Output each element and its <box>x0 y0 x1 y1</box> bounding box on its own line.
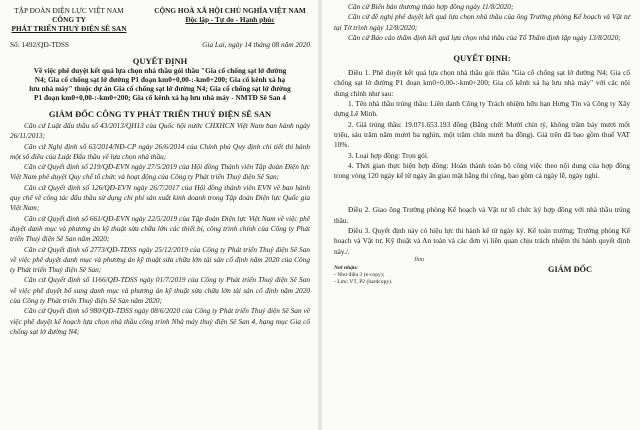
article-2: Điều 2. Giao ông Trưởng phòng Kế hoạch và Vật tư tổ chức ký hợp đồng với nhà thầu trúng thầu. <box>334 205 630 225</box>
subject-line: lưu nhà máy" thuộc dự án Gia cố chống sạt lở đường N4; Gia cố chống sạt lở đường <box>29 84 291 93</box>
nation-line-2: Độc lập - Tự do - Hạnh phúc <box>185 15 275 24</box>
document-title: QUYẾT ĐỊNH <box>132 56 188 66</box>
document-date: Gia Lai, ngày 14 tháng 08 năm 2020 <box>202 40 310 49</box>
decision-page-left <box>0 0 318 430</box>
legal-basis: Căn cứ Quyết định số 1166/QĐ-TDSS ngày 01/7/2019 của Công ty Phát triển Thuỷ điện Sê San về việc phê duyệt bổ sung danh mục và phương án kỹ thuật sửa chữa lớn tài sản cố định năm 2020 của Công ty Phát triển Thuỷ điện Sê San năm 2020; <box>10 275 310 306</box>
recipient-item: - Lưu: VT, P2 (hardcopy). <box>334 278 393 285</box>
org-line-3: PHÁT TRIỂN THUỶ ĐIỆN SÊ SAN <box>11 24 127 33</box>
signature-block <box>334 265 630 286</box>
subject-line: Về việc phê duyệt kết quả lựa chọn nhà thầu gói thầu "Gia cố chống sạt lở đường <box>33 66 287 75</box>
legal-basis: Căn cứ Biên bản thương thảo hợp đồng ngày 11/8/2020; <box>348 2 514 11</box>
legal-basis: Căn cứ Luật đấu thầu số 43/2013/QH13 của Quốc hội nước CHXHCN Việt Nam ban hành ngày 26/11/2013; <box>10 121 310 141</box>
recipient-item: - Như điều 3 (e-copy); <box>334 271 385 278</box>
decision-heading: QUYẾT ĐỊNH: <box>453 53 511 64</box>
document-header <box>10 6 310 33</box>
decision-page-right <box>322 0 640 430</box>
director-heading: GIÁM ĐỐC CÔNG TY PHÁT TRIỂN THUỶ ĐIỆN SÊ SAN <box>48 109 272 119</box>
org-line-1: TẬP ĐOÀN ĐIỆN LỰC VIỆT NAM <box>14 6 124 15</box>
document-number: Số: 1492/QĐ-TDSS <box>10 40 69 49</box>
legal-basis: Căn cứ Quyết định số 980/QĐ-TDSS ngày 08/6/2020 của Công ty Phát triển Thuỷ điện Sê San về việc phê duyệt kế hoạch lựa chọn nhà thầu công trình Nhà máy thuỷ điện Sê San 4, hạng mục Gia cố chống sạt lở đường N4; <box>10 306 310 336</box>
legal-basis: Căn cứ Quyết định số 219/QĐ-EVN ngày 27/5/2019 của Hội đồng Thành viên Tập đoàn Điện lực Việt Nam phê duyệt Quy chế tổ chức và hoạt động của Công ty Phát triển Thuỷ điện Sê San; <box>10 162 310 182</box>
document-subject <box>10 66 310 102</box>
org-line-2: CÔNG TY <box>52 15 86 24</box>
legal-basis: Căn cứ Quyết định số 126/QĐ-EVN ngày 26/7/2017 của Hội đồng thành viên EVN về ban hành quy chế về công tác đấu thầu sử dụng chi phí sản xuất kinh doanh trong Tập đoàn Điện lực Quốc gia Việt Nam; <box>10 182 310 213</box>
article-1-item: 3. Loại hợp đồng: Trọn gói. <box>348 150 429 160</box>
legal-basis: Căn cứ Quyết định số 2773/QĐ-TDSS ngày 25/12/2019 của Công ty Phát triển Thuỷ điện Sê San về việc phê duyệt danh mục và phương án kỹ thuật sửa chữa lớn tài sản cố định năm 2020 của Công ty Phát triển Thuỷ điện Sê San; <box>10 244 310 275</box>
legal-basis: Căn cứ Nghị định số 63/2014/NĐ-CP ngày 26/6/2014 của Chính phủ Quy định chi tiết thi hành một số điều của Luật Đấu thầu về lựa chọn nhà thầu; <box>10 141 310 161</box>
subject-line: P1 đoạn km0+0,00-:-km0+200; Gia cố kênh xả hạ lưu nhà máy - NMTĐ Sê San 4 <box>34 93 286 102</box>
recipients <box>334 265 392 286</box>
article-1-item: 2. Giá trúng thầu: 19.071.653.193 đồng (Bằng chữ: Mười chín tỷ, không trăm bảy mươi mốt triệu, sáu trăm năm mươi ba nghìn, một trăm chín mươi ba đồng). Giá trên đã bao gồm thuế VAT 10%. <box>334 119 630 150</box>
initials-signature: Jhm <box>414 256 425 263</box>
subject-line: N4; Gia cố chống sạt lở đường P1 đoạn km0+0,00-:-km0+200; Gia cố kênh xả hạ <box>34 75 286 84</box>
article-1: Điều 1. Phê duyệt kết quả lựa chọn nhà thầu gói thầu "Gia cố chống sạt lở đường N4; Gia cố chống sạt lở đường P1 đoạn km0+0,00-:-km0+200; Gia cố kênh xả hạ lưu nhà máy" với các nội dung chính như sau: <box>334 68 630 98</box>
article-1-item: 4. Thời gian thực hiện hợp đồng: Hoàn thành toàn bộ công việc theo nội dung của hợp đồng trong vòng 120 ngày kể từ ngày ấn giao mặt bằng thi công, bao gồm cả ngày lễ, ngày nghỉ. <box>334 160 630 181</box>
page-break-space <box>334 181 630 205</box>
recipients-title: Nơi nhận: <box>334 264 358 271</box>
legal-basis: Căn cứ Quyết định số 661/QĐ-EVN ngày 22/5/2019 của Tập đoàn Điện lực Việt Nam về việc phê duyệt danh mục và phương án kỹ thuật sửa chữa lớn các thiết bị, công trình chính của Công ty Phát triển Thuỷ điện Sê San năm 2020; <box>10 213 310 244</box>
issuing-organization <box>10 6 128 33</box>
director-signature-title: GIÁM ĐỐC <box>547 264 593 274</box>
nation-line-1: CỘNG HOÀ XÃ HỘI CHỦ NGHĨA VIỆT NAM <box>154 6 306 15</box>
legal-basis: Căn cứ đề nghị phê duyệt kết quả lựa chọn nhà thầu của ông Trưởng phòng Kế hoạch và Vật tư tại Tờ trình ngày 12/8/2020; <box>334 12 630 32</box>
article-3: Điều 3. Quyết định này có hiệu lực thi hành kể từ ngày ký. Kế toán trưởng; Trưởng phòng Kế hoạch và Vật tư, Kỹ thuật và An toàn và các đơn vị liên quan chịu trách nhiệm thi hành quyết định này./. <box>334 226 630 256</box>
document-meta <box>10 40 310 49</box>
article-1-item: 1. Tên nhà thầu trúng thầu: Liên danh Công ty Trách nhiệm hữu hạn Hưng Tín và Công ty Xây dựng Lê Minh. <box>334 99 630 119</box>
legal-basis: Căn cứ Báo cáo thẩm định kết quả lựa chọn nhà thầu của Tổ Thẩm định lập ngày 13/8/2020; <box>348 32 621 42</box>
national-motto <box>150 6 310 33</box>
